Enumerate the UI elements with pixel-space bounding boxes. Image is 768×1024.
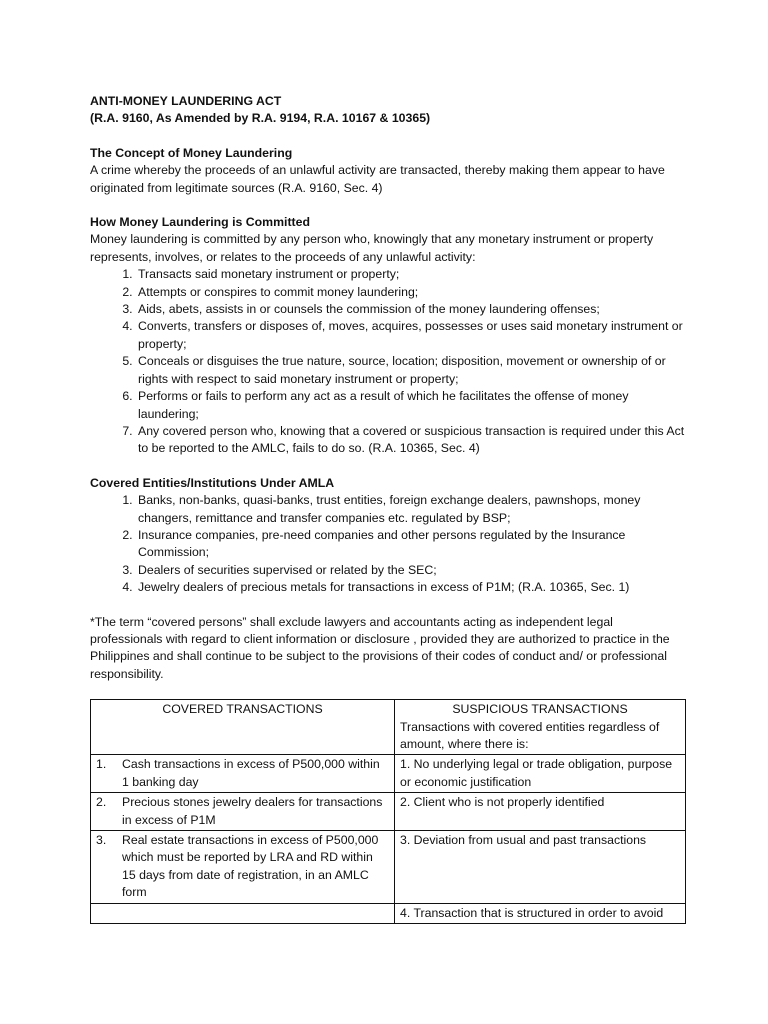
how-list xyxy=(90,266,686,457)
how-intro: Money laundering is committed by any person who, knowingly that any monetary instrument or property represents, involves, or relates to the proceeds of any unlawful activity: xyxy=(90,232,654,264)
covered-persons-note: *The term “covered persons” shall exclude lawyers and accountants acting as independent legal professionals with regard to client information or disclosure , provided they are authorized to practice in the Philippines and shall continue to be subject to the provisions of their codes of conduct and/ or professional responsibility. xyxy=(90,614,670,681)
row-number: 2. xyxy=(96,795,107,810)
covered-list xyxy=(90,492,686,596)
table-row xyxy=(91,793,686,831)
list-item: 3. Aids, abets, assists in or counsels the commission of the money laundering offenses; xyxy=(136,301,686,318)
list-item: 2. Insurance companies, pre-need companies and other persons regulated by the Insurance Commission; xyxy=(136,527,686,562)
table-cell: 3. Deviation from usual and past transactions xyxy=(395,831,686,904)
list-item: 2. Attempts or conspires to commit money laundering; xyxy=(136,284,686,301)
header-label: COVERED TRANSACTIONS xyxy=(162,702,323,717)
list-item: 1. Transacts said monetary instrument or property; xyxy=(136,266,686,283)
table-cell: 4. Transaction that is structured in order to avoid xyxy=(395,903,686,923)
header-sublabel: Transactions with covered entities regardless of amount, where there is: xyxy=(400,719,660,751)
document-title: ANTI-MONEY LAUNDERING ACT xyxy=(90,94,282,108)
list-item: 1. Banks, non-banks, quasi-banks, trust entities, foreign exchange dealers, pawnshops, money changers, remittance and transfer companies etc. regulated by BSP; xyxy=(136,492,686,527)
list-item: 4. Converts, transfers or disposes of, moves, acquires, possesses or uses said monetary instrument or property; xyxy=(136,318,686,353)
table-cell: 2. Client who is not properly identified xyxy=(395,793,686,831)
table-cell xyxy=(91,793,395,831)
row-number: 3. xyxy=(96,833,107,848)
concept-heading: The Concept of Money Laundering xyxy=(90,145,293,160)
concept-text: A crime whereby the proceeds of an unlawful activity are transacted, thereby making them appear to have originated from legitimate sources (R.A. 9160, Sec. 4) xyxy=(90,163,665,195)
covered-heading: Covered Entities/Institutions Under AMLA xyxy=(90,475,335,490)
table-cell xyxy=(91,755,395,793)
list-item: 6. Performs or fails to perform any act as a result of which he facilitates the offense of money laundering; xyxy=(136,388,686,423)
list-item: 5. Conceals or disguises the true nature, source, location; disposition, movement or ownership of or rights with respect to said monetary instrument or property; xyxy=(136,353,686,388)
cell-text: Precious stones jewelry dealers for transactions in excess of P1M xyxy=(122,795,383,827)
transactions-table xyxy=(90,699,686,924)
list-item: 7. Any covered person who, knowing that a covered or suspicious transaction is required under this Act to be reported to the AMLC, fails to do so. (R.A. 10365, Sec. 4) xyxy=(136,423,686,458)
header-label: SUSPICIOUS TRANSACTIONS xyxy=(452,702,628,717)
list-item: 3. Dealers of securities supervised or related by the SEC; xyxy=(136,562,686,579)
table-row xyxy=(91,755,686,793)
list-item: 4. Jewelry dealers of precious metals for transactions in excess of P1M; (R.A. 10365, Sec. 1) xyxy=(136,579,686,596)
table-header-row xyxy=(91,700,686,755)
cell-text: Real estate transactions in excess of P500,000 which must be reported by LRA and RD within 15 days from date of registration, in an AMLC form xyxy=(122,833,379,900)
cell-text: Cash transactions in excess of P500,000 within 1 banking day xyxy=(122,757,380,789)
covered-transactions-header xyxy=(91,700,395,755)
table-row xyxy=(91,903,686,923)
how-heading: How Money Laundering is Committed xyxy=(90,215,310,230)
suspicious-transactions-header xyxy=(395,700,686,755)
table-cell: 1. No underlying legal or trade obligation, purpose or economic justification xyxy=(395,755,686,793)
table-row xyxy=(91,831,686,904)
table-cell xyxy=(91,831,395,904)
document-subtitle: (R.A. 9160, As Amended by R.A. 9194, R.A. 10167 & 10365) xyxy=(90,111,431,126)
document-page xyxy=(90,93,686,924)
table-cell xyxy=(91,903,395,923)
row-number: 1. xyxy=(96,757,107,772)
